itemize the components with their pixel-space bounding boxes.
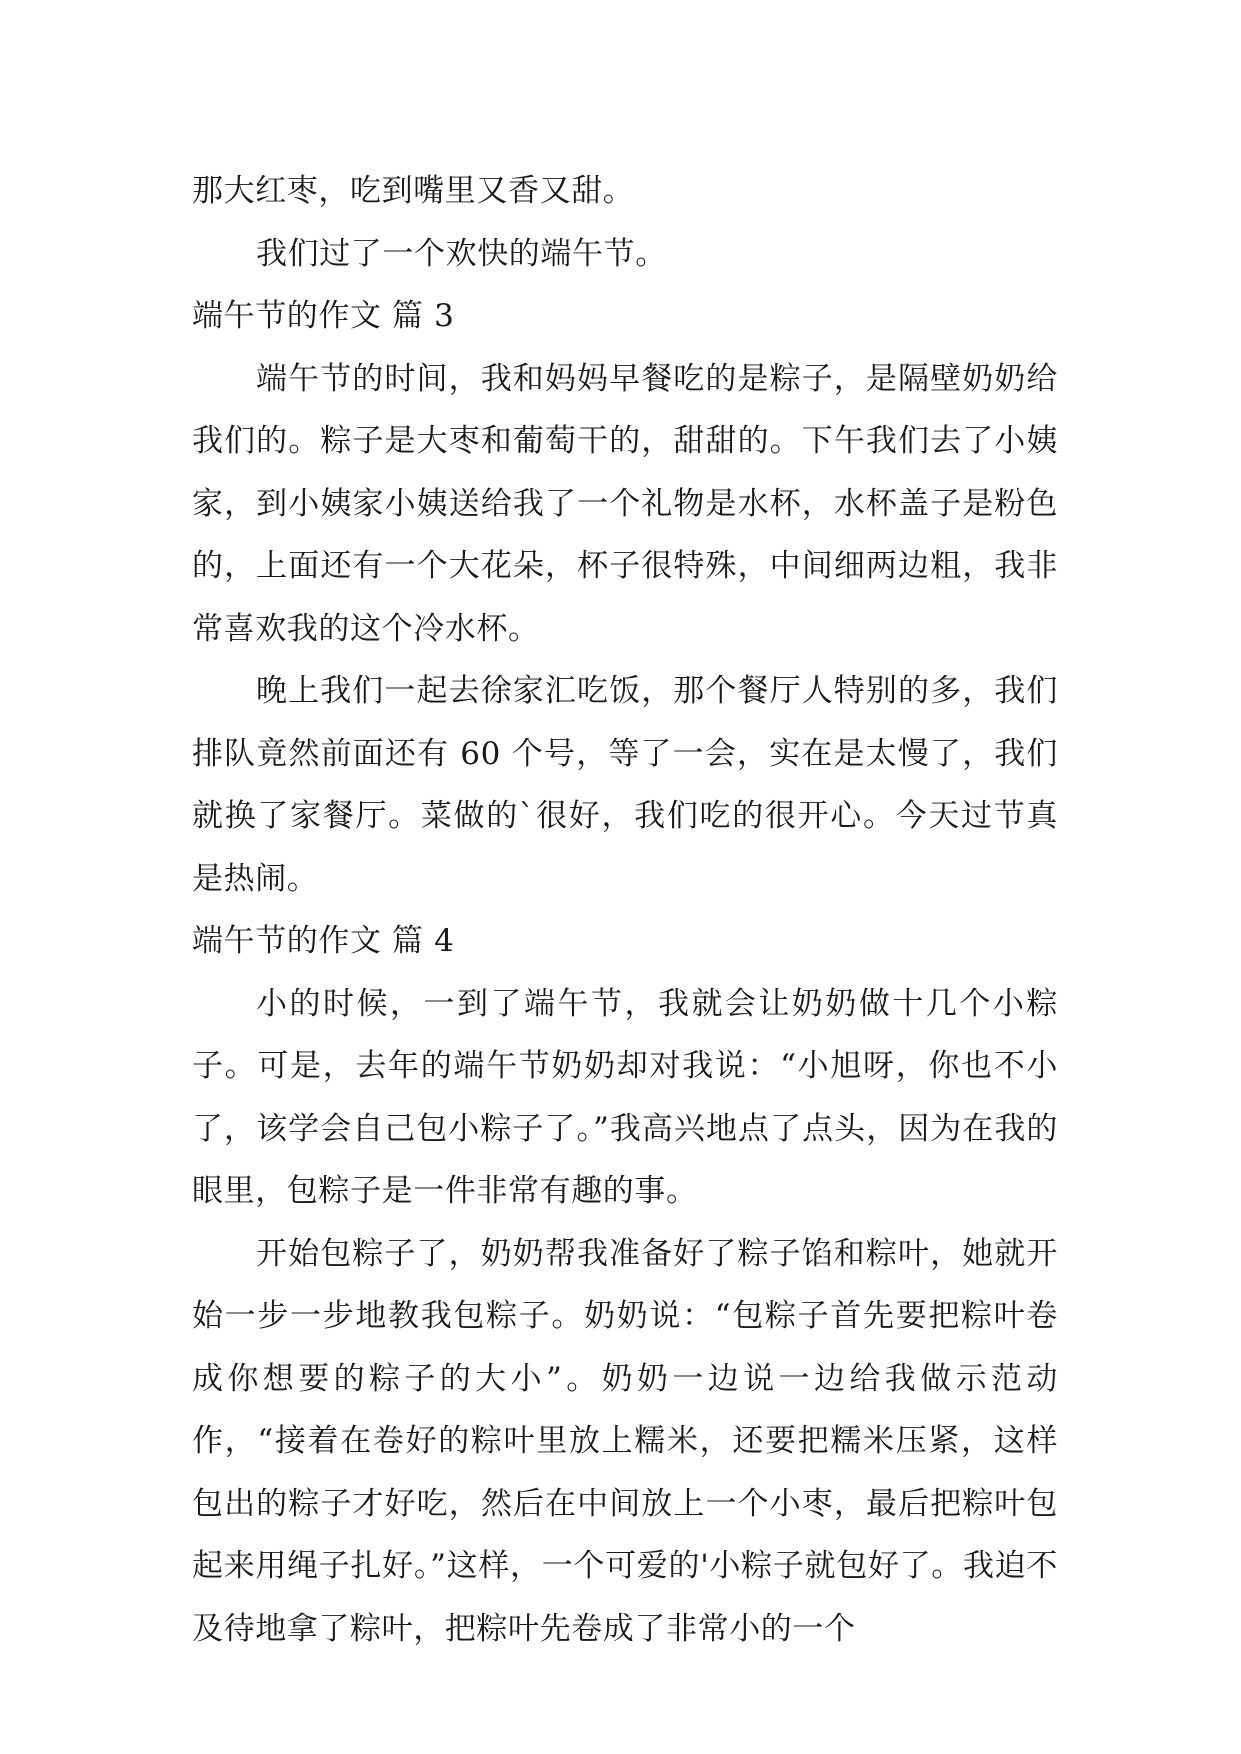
paragraph: 小的时候，一到了端午节，我就会让奶奶做十几个小粽子。可是，去年的端午节奶奶却对我说：“小旭呀，你也不小了，该学会自己包小粽子了。”我高兴地点了点头，因为在我的眼里，包粽子是一件非常有趣的事。 xyxy=(192,985,1058,1209)
paragraph: 端午节的时间，我和妈妈早餐吃的是粽子，是隔壁奶奶给我们的。粽子是大枣和葡萄干的，甜甜的。下午我们去了小姨家，到小姨家小姨送给我了一个礼物是水杯，水杯盖子是粉色的，上面还有一个大花朵，杯子很特殊，中间细两边粗，我非常喜欢我的这个冷水杯。 xyxy=(192,360,1058,647)
section-heading: 端午节的作文 篇 3 xyxy=(192,298,455,334)
paragraph: 开始包粽子了，奶奶帮我准备好了粽子馅和粽叶，她就开始一步一步地教我包粽子。奶奶说：“包粽子首先要把粽叶卷成你想要的粽子的大小”。奶奶一边说一边给我做示范动作，“接着在卷好的粽叶里放上糯米，还要把糯米压紧，这样包出的粽子才好吃，然后在中间放上一个小枣，最后把粽叶包起来用绳子扎好。”这样，一个可爱的'小粽子就包好了。我迫不及待地拿了粽叶，把粽叶先卷成了非常小的一个 xyxy=(192,1235,1058,1647)
paragraph: 晚上我们一起去徐家汇吃饭，那个餐厅人特别的多，我们排队竟然前面还有 60 个号，等了一会，实在是太慢了，我们就换了家餐厅。菜做的`很好，我们吃的很开心。今天过节真是热闹。 xyxy=(192,673,1058,897)
document-body xyxy=(192,160,1058,1660)
section-heading: 端午节的作文 篇 4 xyxy=(192,923,455,959)
paragraph: 那大红枣，吃到嘴里又香又甜。 xyxy=(192,173,635,209)
paragraph: 我们过了一个欢快的端午节。 xyxy=(256,235,667,272)
